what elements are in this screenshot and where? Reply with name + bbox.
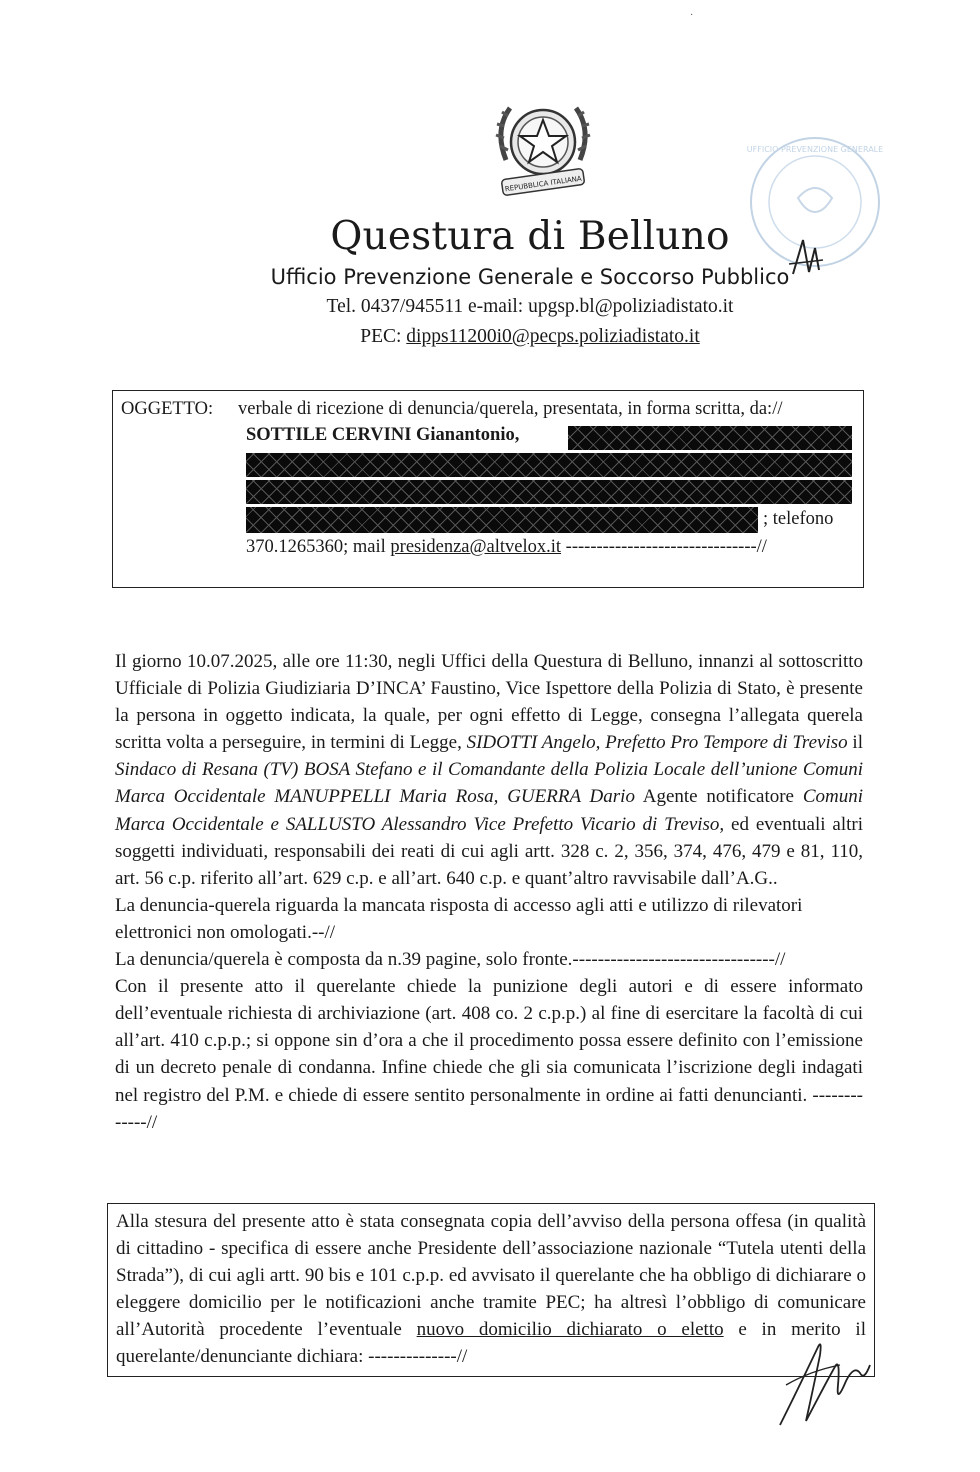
paragraph-text: ed eventuali altri soggetti individuati, responsabili dei reati di cui agli artt. 328 c. 2, 356, 374, 476, 479 e 81, 110, art. 56 c.p. riferito all’art. 629 c.p. e all’art. 640 c.p. e quant’altro ravvisabile dall’A.G.. — [115, 813, 863, 889]
subject-text: verbale di ricezione di denuncia/querela, presentata, in forma scritta, da:// — [238, 399, 783, 419]
subject-box — [112, 390, 864, 588]
email-link[interactable]: presidenza@altvelox.it — [390, 537, 562, 557]
paragraph-subject-matter: La denuncia-querela riguarda la mancata risposta di accesso agli atti e utilizzo di rilevatori elettronici non omologati.--// — [115, 894, 803, 943]
subject-label: OGGETTO: — [121, 399, 214, 419]
report-body — [115, 648, 863, 1136]
redaction-bar — [246, 507, 758, 533]
redaction-bar — [246, 453, 852, 477]
paragraph-accused — [115, 648, 863, 892]
handwritten-signature — [770, 1325, 890, 1435]
page-title: Questura di Belluno — [330, 214, 730, 259]
redaction-bar — [568, 426, 852, 450]
accused-municipalities: Comuni Marca Occidentale e SALLUSTO Alessandro Vice Prefetto Vicario di Treviso, — [115, 786, 863, 835]
paragraph-requests: Con il presente atto il querelante chiede la punizione degli autori e di essere informato dell’eventuale richiesta di archiviazione (art. 408 co. 2 c.p.p.) al fine di esercitare la facoltà di cui all’art. 410 c.p.p.; si oppone sin d’ora a che il procedimento possa essere definito con l’emissione di un decreto penale di condanna. Infine chiede che gli sia comunicata l’iscrizione degli indagati nel registro del P.M. e chiede di essere sentito personalmente in ordine ai fatti denuncianti. -------------// — [115, 976, 863, 1133]
notice-text: e in merito il querelante/denunciante dichiara: --------------// — [116, 1319, 866, 1368]
paragraph-text: Agente notificatore — [634, 786, 803, 808]
notice-underlined: nuovo domicilio dichiarato o eletto — [416, 1319, 724, 1341]
redaction-bar — [246, 480, 852, 504]
paragraph-page-count: La denuncia/querela è composta da n.39 pagine, solo fronte.--------------------------------// — [115, 949, 786, 971]
notice-box — [107, 1203, 875, 1377]
paragraph-text: il — [847, 732, 863, 754]
accused-mayor-commander: Sindaco di Resana (TV) BOSA Stefano e il Comandante della Polizia Locale dell’unione Comuni Marca Occidentale MANUPPELLI Maria Rosa, GUERRA Dario — [115, 759, 863, 808]
pec-label: PEC: — [360, 326, 407, 347]
complainant-name: SOTTILE CERVINI Gianantonio, — [246, 425, 520, 445]
italian-republic-emblem — [488, 90, 598, 202]
emblem-ribbon-text: REPUBBLICA ITALIANA — [504, 174, 583, 194]
contact-line: Tel. 0437/945511 e-mail: upgsp.bl@poliziadistato.it — [326, 296, 734, 317]
pec-line — [200, 326, 860, 348]
office-subtitle: Ufficio Prevenzione Generale e Soccorso Pubblico — [270, 265, 790, 289]
phone-label: ; telefono — [763, 509, 834, 529]
scan-speck: · — [690, 10, 694, 21]
stamp-text: UFFICIO PREVENZIONE GENERALE — [746, 145, 884, 154]
dash-filler: -------------------------------// — [561, 537, 767, 557]
paragraph-text: Il giorno 10.07.2025, alle ore 11:30, negli Uffici della Questura di Belluno, innanzi al sottoscritto Ufficiale di Polizia Giudiziaria D’INCA’ Faustino, Vice Ispettore della Polizia di Stato, è presente la persona in oggetto indicata, la quale, per ogni effetto di Legge, consegna l’allegata querela scritta volta a perseguire, in termini di Legge, — [115, 651, 863, 754]
pec-address-link[interactable]: dipps11200i0@pecps.poliziadistato.it — [406, 326, 700, 347]
contact-details — [246, 537, 767, 558]
accused-prefect: SIDOTTI Angelo, Prefetto Pro Tempore di Treviso — [466, 732, 848, 754]
phone-number: 370.1265360; mail — [246, 537, 391, 557]
notice-text: Alla stesura del presente atto è stata consegnata copia dell’avviso della persona offesa (in qualità di cittadino - specifica di essere anche Presidente dell’associazione nazionale “Tutela utenti della Strada”), di cui agli artt. 90 bis e 101 c.p.p. ed avvisato il querelante che ha obbligo di dichiarare o eleggere domicilio per le notificazioni anche tramite PEC; ha altresì l’obbligo di comunicare all’Autorità procedente l’eventuale — [116, 1211, 866, 1341]
